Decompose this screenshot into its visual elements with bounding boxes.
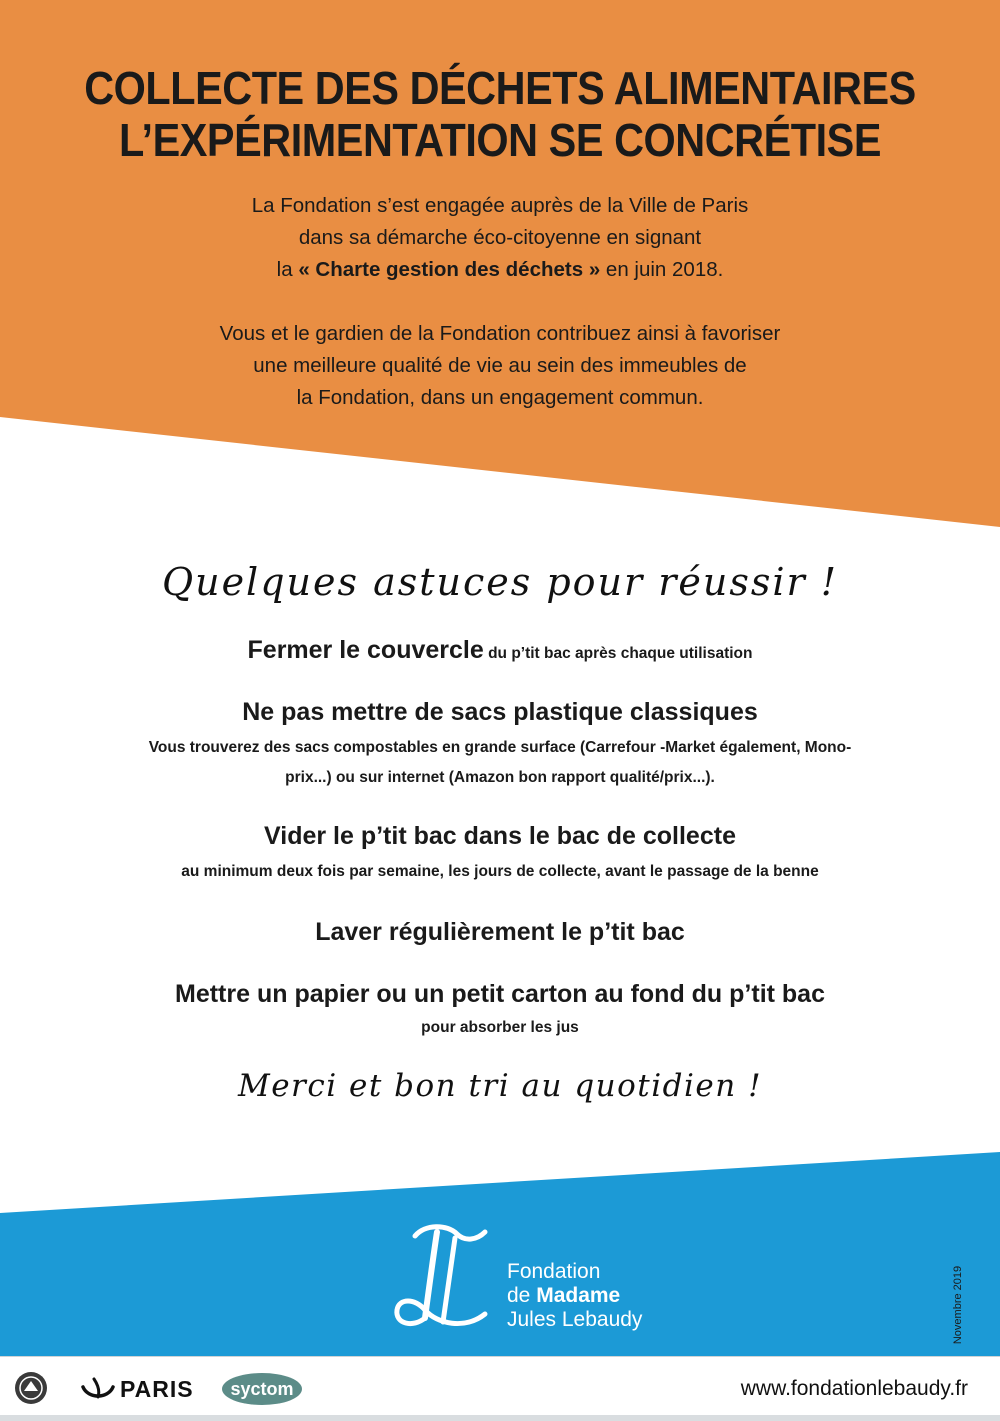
title-line-1: COLLECTE DES DÉCHETS ALIMENTAIRES [84, 62, 916, 114]
foundation-name-line2 [507, 1284, 642, 1308]
tip-paper-bottom [100, 980, 900, 1043]
foundation-name-line1: Fondation [507, 1260, 601, 1283]
tips-title: Quelques astuces pour réussir ! [161, 560, 839, 604]
tip-heading: Laver régulièrement le p’tit bac [315, 918, 685, 946]
intro-p1-line3-pre: la [276, 258, 299, 281]
intro-p2-line2: une meilleure qualité de vie au sein des immeubles de [253, 354, 747, 377]
closing-message: Merci et bon tri au quotidien ! [237, 1068, 763, 1104]
foundation-name-line3: Jules Lebaudy [507, 1308, 643, 1331]
footer-bottom-strip [0, 1415, 1000, 1421]
tip-heading: Mettre un papier ou un petit carton au fond du p’tit bac [175, 980, 825, 1008]
tip-no-plastic-bags [100, 698, 900, 793]
foundation-logo [385, 1218, 705, 1338]
tip-empty-bin [100, 822, 900, 887]
tip-detail-line-1: Vous trouverez des sacs compostables en grande surface (Carrefour -Market également, Mono- [148, 739, 852, 756]
tip-heading: Fermer le couvercle [247, 636, 484, 664]
tip-detail-line-2: prix...) ou sur internet (Amazon bon rapport qualité/prix...). [285, 769, 715, 786]
charter-name: « Charte gestion des déchets » [298, 258, 601, 281]
intro-p1-line1: La Fondation s’est engagée auprès de la Ville de Paris [251, 194, 749, 217]
footer-bar [0, 1356, 1000, 1421]
foundation-name-line2-pre: de [507, 1284, 537, 1307]
syctom-logo: syctom [222, 1373, 302, 1405]
foundation-name [507, 1260, 642, 1332]
partner-emblem-icon [14, 1369, 48, 1407]
tip-close-lid [100, 636, 900, 665]
foundation-name-madame: Madame [536, 1284, 621, 1307]
tip-detail: au minimum deux fois par semaine, les jours de collecte, avant le passage de la benne [181, 863, 819, 880]
foundation-monogram-icon [385, 1218, 503, 1336]
page-title [50, 62, 950, 166]
intro-p2-line3: la Fondation, dans un engagement commun. [296, 386, 704, 409]
paris-boat-icon [80, 1375, 116, 1403]
title-line-2: L’EXPÉRIMENTATION SE CONCRÉTISE [118, 114, 881, 166]
tip-heading: Vider le p’tit bac dans le bac de collecte [264, 822, 736, 850]
intro-p2-line1: Vous et le gardien de la Fondation contribuez ainsi à favoriser [219, 322, 781, 345]
tip-heading: Ne pas mettre de sacs plastique classiques [242, 698, 758, 726]
intro-p1-line3-post: en juin 2018. [600, 258, 724, 281]
publication-date: Novembre 2019 [952, 1265, 964, 1345]
tip-wash-bin [100, 918, 900, 947]
tip-detail: pour absorber les jus [421, 1019, 579, 1036]
intro-p1-line2: dans sa démarche éco-citoyenne en signant [298, 226, 702, 249]
paris-logo-text: PARIS [120, 1376, 194, 1402]
tip-detail: du p’tit bac après chaque utilisation [483, 645, 753, 662]
intro-text [150, 190, 850, 414]
intro-p1-line3 [150, 254, 850, 286]
website-link[interactable]: www.fondationlebaudy.fr [740, 1377, 968, 1400]
